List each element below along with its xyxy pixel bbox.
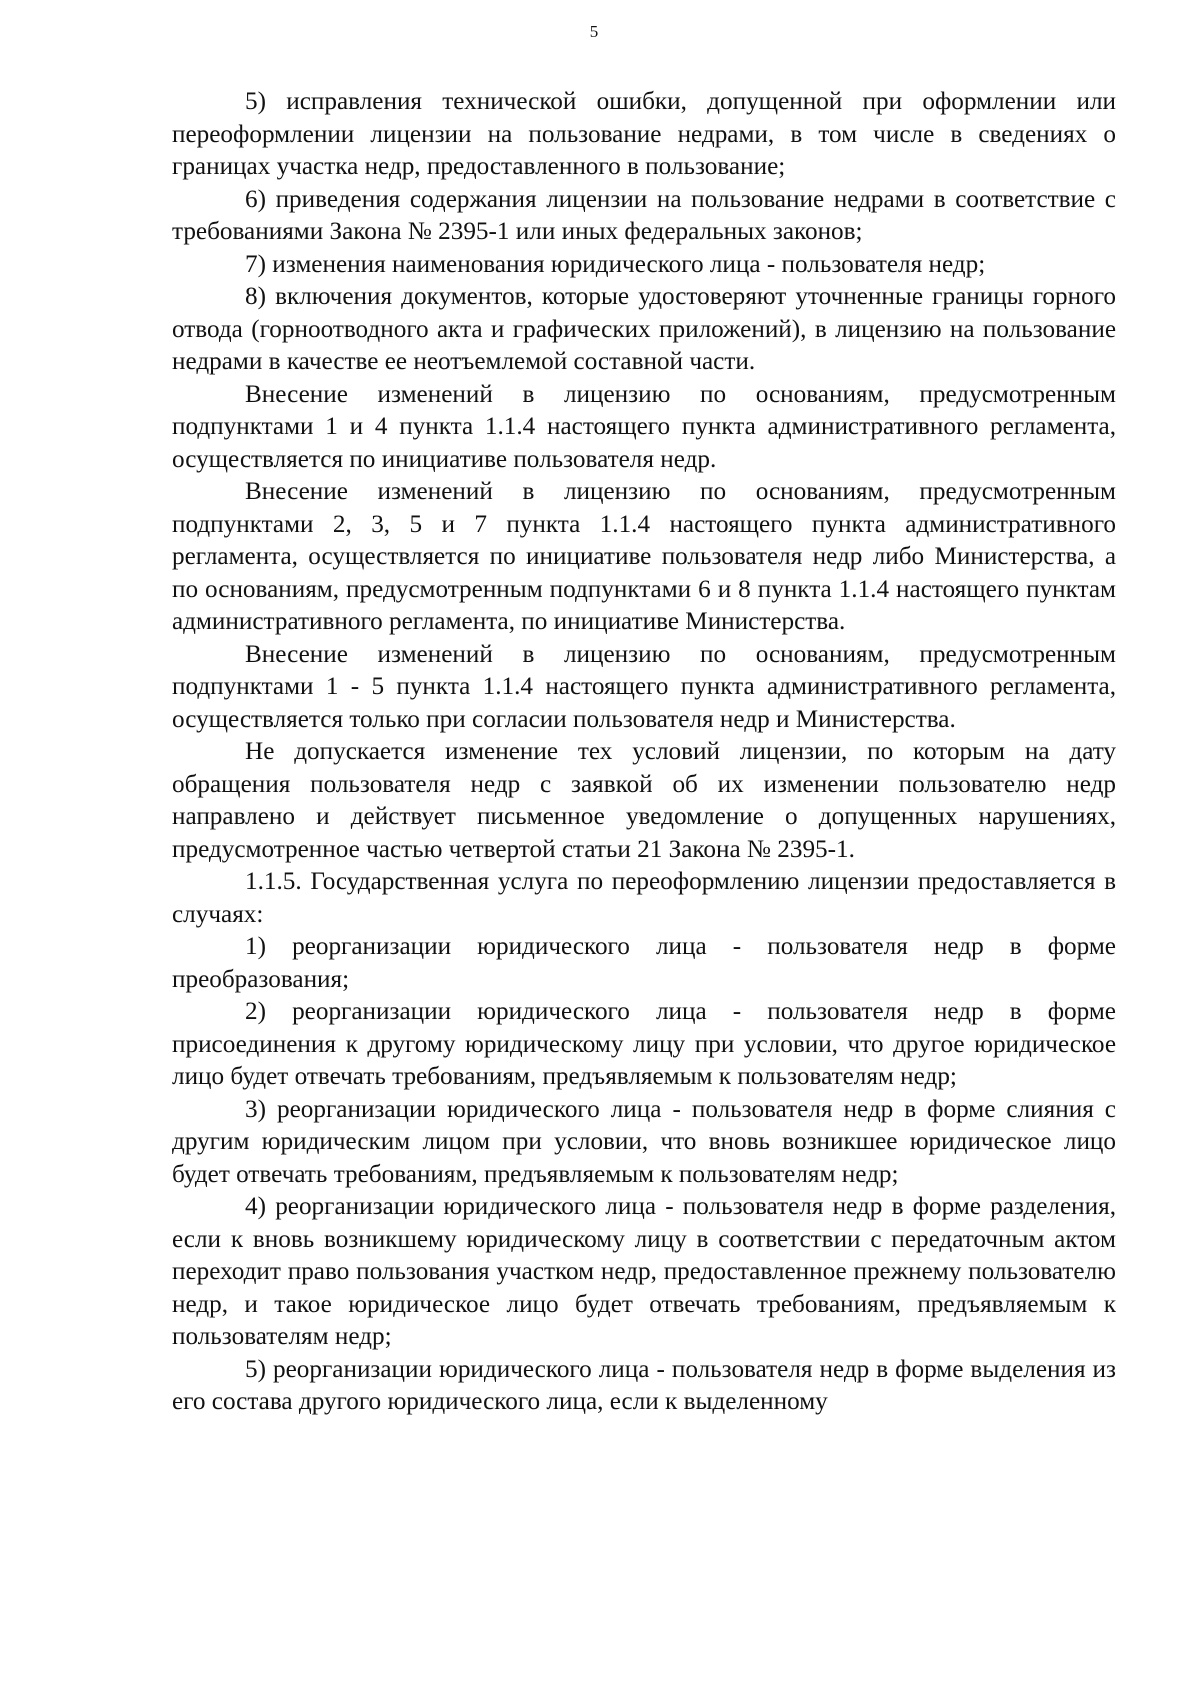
- paragraph-initiative-user: Внесение изменений в лицензию по основаниям, предусмотренным подпунктами 1 и 4 пункта 1.1.4 настоящего пункта административного регламента, осуществляется по инициативе пользователя недр.: [172, 380, 1116, 473]
- section-heading-1-1-5: 1.1.5. Государственная услуга по переоформлению лицензии предоставляется в случаях:: [172, 868, 1116, 928]
- paragraph-consent: Внесение изменений в лицензию по основаниям, предусмотренным подпунктами 1 - 5 пункта 1.1.4 настоящего пункта административного регламента, осуществляется только при согласии пользователя недр и Министерства.: [172, 640, 1116, 733]
- paragraph-restriction: Не допускается изменение тех условий лицензии, по которым на дату обращения пользователя недр с заявкой об их изменении пользователю недр направлено и действует письменное уведомление о допущенных нарушениях, предусмотренное частью четвертой статьи 21 Закона № 2395-1.: [172, 738, 1116, 863]
- case-item-3-consolidation: 3) реорганизации юридического лица - пользователя недр в форме слияния с другим юридическим лицом при условии, что вновь возникшее юридическое лицо будет отвечать требованиям, предъявляемым к пользователям недр;: [172, 1095, 1116, 1188]
- case-item-4-division: 4) реорганизации юридического лица - пользователя недр в форме разделения, если к вновь возникшему юридическому лицу в соответствии с передаточным актом переходит право пользования участком недр, предоставленное прежнему пользователю недр, и такое юридическое лицо будет отвечать требованиям, предъявляемым к пользователям недр;: [172, 1193, 1116, 1350]
- page-number: 5: [589, 22, 599, 41]
- paragraph-item-8-boundaries: 8) включения документов, которые удостоверяют уточненные границы горного отвода (горноотводного акта и графических приложений), в лицензию на пользование недрами в качестве ее неотъемлемой составной части.: [172, 283, 1116, 375]
- case-item-5-spin-off: 5) реорганизации юридического лица - пользователя недр в форме выделения из его состава другого юридического лица, если к выделенному: [172, 1355, 1116, 1415]
- paragraph-item-6-compliance: 6) приведения содержания лицензии на пользование недрами в соответствие с требованиями Закона № 2395-1 или иных федеральных законов;: [172, 185, 1116, 245]
- paragraph-item-5-technical-error: 5) исправления технической ошибки, допущенной при оформлении или переоформлении лицензии на пользование недрами, в том числе в сведениях о границах участка недр, предоставленного в пользование;: [172, 88, 1116, 180]
- document-body: [172, 86, 1116, 1419]
- case-item-1-transformation: 1) реорганизации юридического лица - пользователя недр в форме преобразования;: [172, 933, 1116, 993]
- case-item-2-merger-into: 2) реорганизации юридического лица - пользователя недр в форме присоединения к другому юридическому лицу при условии, что другое юридическое лицо будет отвечать требованиям, предъявляемым к пользователям недр;: [172, 998, 1116, 1090]
- paragraph-item-7-name-change: 7) изменения наименования юридического лица - пользователя недр;: [245, 250, 986, 278]
- paragraph-initiative-user-or-ministry: Внесение изменений в лицензию по основаниям, предусмотренным подпунктами 2, 3, 5 и 7 пункта 1.1.4 настоящего пункта административного регламента, осуществляется по инициативе пользователя недр либо Министерства, а по основаниям, предусмотренным подпунктами 6 и 8 пункта 1.1.4 настоящего пунктам административного регламента, по инициативе Министерства.: [172, 478, 1116, 635]
